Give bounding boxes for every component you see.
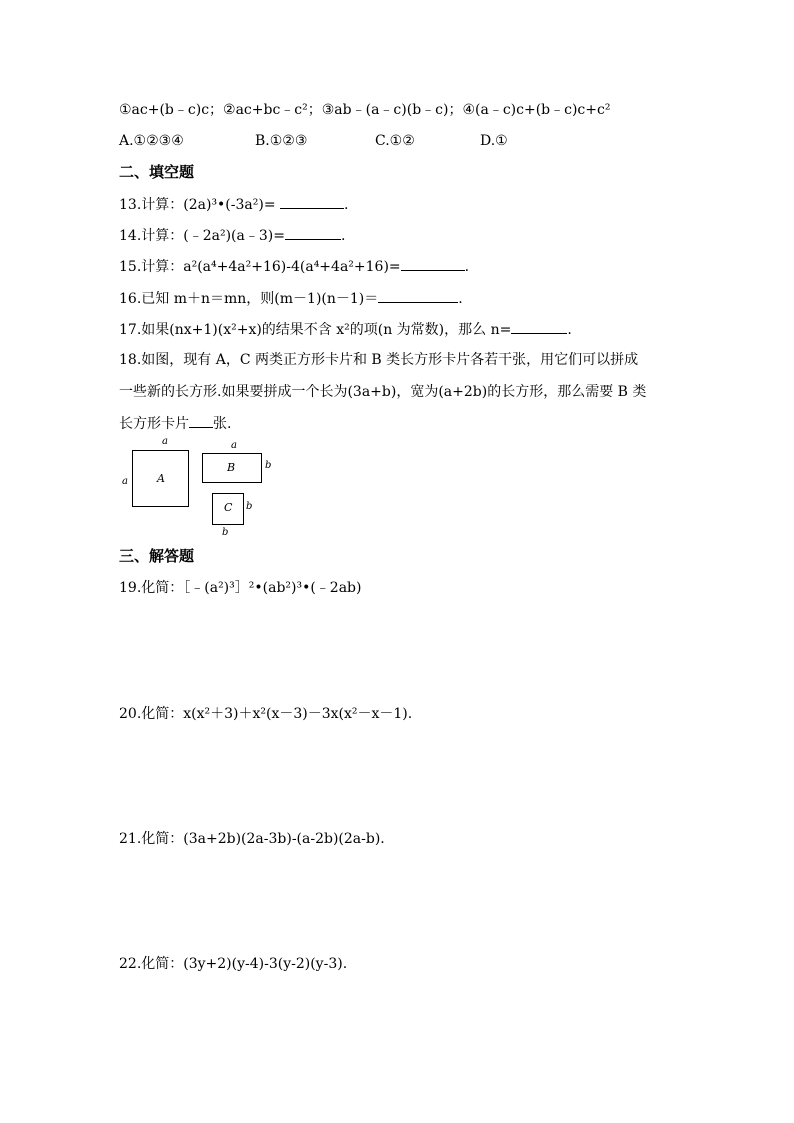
question-20: 20.化简：x(x²＋3)＋x²(x－3)－3x(x²－x－1). — [119, 706, 413, 722]
choice-expressions: ①ac+(b﹣c)c；②ac+bc﹣c²；③ab﹣(a﹣c)(b﹣c)；④(a﹣c)c+(b﹣c)c+c² — [119, 102, 611, 118]
question-21: 21.化简：(3a+2b)(2a-3b)-(a-2b)(2a-b). — [119, 831, 385, 847]
option-c: C.①② — [375, 133, 415, 149]
question-19: 19.化简：［﹣(a²)³］²•(ab²)³•(﹣2ab) — [119, 580, 362, 596]
label-b-right-b: b — [265, 460, 272, 471]
answer-blank-17[interactable] — [511, 319, 567, 334]
label-b-bottom-c: b — [222, 527, 229, 538]
label-card-b: B — [227, 461, 236, 474]
option-b: B.①②③ — [255, 133, 308, 149]
answer-blank-16[interactable] — [378, 288, 458, 303]
answer-blank-15[interactable] — [401, 256, 465, 271]
question-18-line2: 一些新的长方形.如果要拼成一个长为(3a+b)，宽为(a+2b)的长方形，那么需要 B 类 — [119, 384, 647, 400]
question-12-choices — [119, 100, 610, 120]
option-a: A.①②③④ — [119, 133, 184, 149]
section-title-fill-blank: 二、填空题 — [119, 163, 195, 181]
option-d: D.① — [480, 133, 508, 149]
answer-blank-18[interactable] — [189, 413, 213, 428]
answer-blank-13[interactable] — [280, 194, 344, 209]
label-card-c: C — [224, 501, 233, 514]
label-b-right-c: b — [246, 501, 253, 512]
question-15: 15.计算：a²(a⁴+4a²+16)-4(a⁴+4a²+16)= . — [119, 256, 469, 277]
section-title-solve: 三、解答题 — [119, 547, 195, 565]
label-a-left-a: a — [122, 476, 128, 487]
label-card-a: A — [157, 472, 165, 485]
question-13: 13.计算：(2a)³•(-3a²)= . — [119, 194, 348, 215]
label-a-top-b: a — [231, 440, 237, 451]
label-a-top-a: a — [162, 436, 168, 447]
answer-options — [119, 131, 719, 151]
question-14: 14.计算：(﹣2a²)(a﹣3)= . — [119, 225, 345, 246]
question-18-line3: 长方形卡片 张. — [119, 413, 231, 434]
question-18-line1: 18.如图，现有 A，C 两类正方形卡片和 B 类长方形卡片各若干张，用它们可以拼成 — [119, 352, 639, 368]
card-figure — [118, 436, 278, 540]
question-22: 22.化简：(3y+2)(y-4)-3(y-2)(y-3). — [119, 956, 348, 972]
question-17: 17.如果(nx+1)(x²+x)的结果不含 x²的项(n 为常数)，那么 n= . — [119, 319, 572, 340]
question-16: 16.已知 m＋n＝mn，则(m－1)(n－1)＝ . — [119, 288, 463, 309]
answer-blank-14[interactable] — [285, 225, 341, 240]
